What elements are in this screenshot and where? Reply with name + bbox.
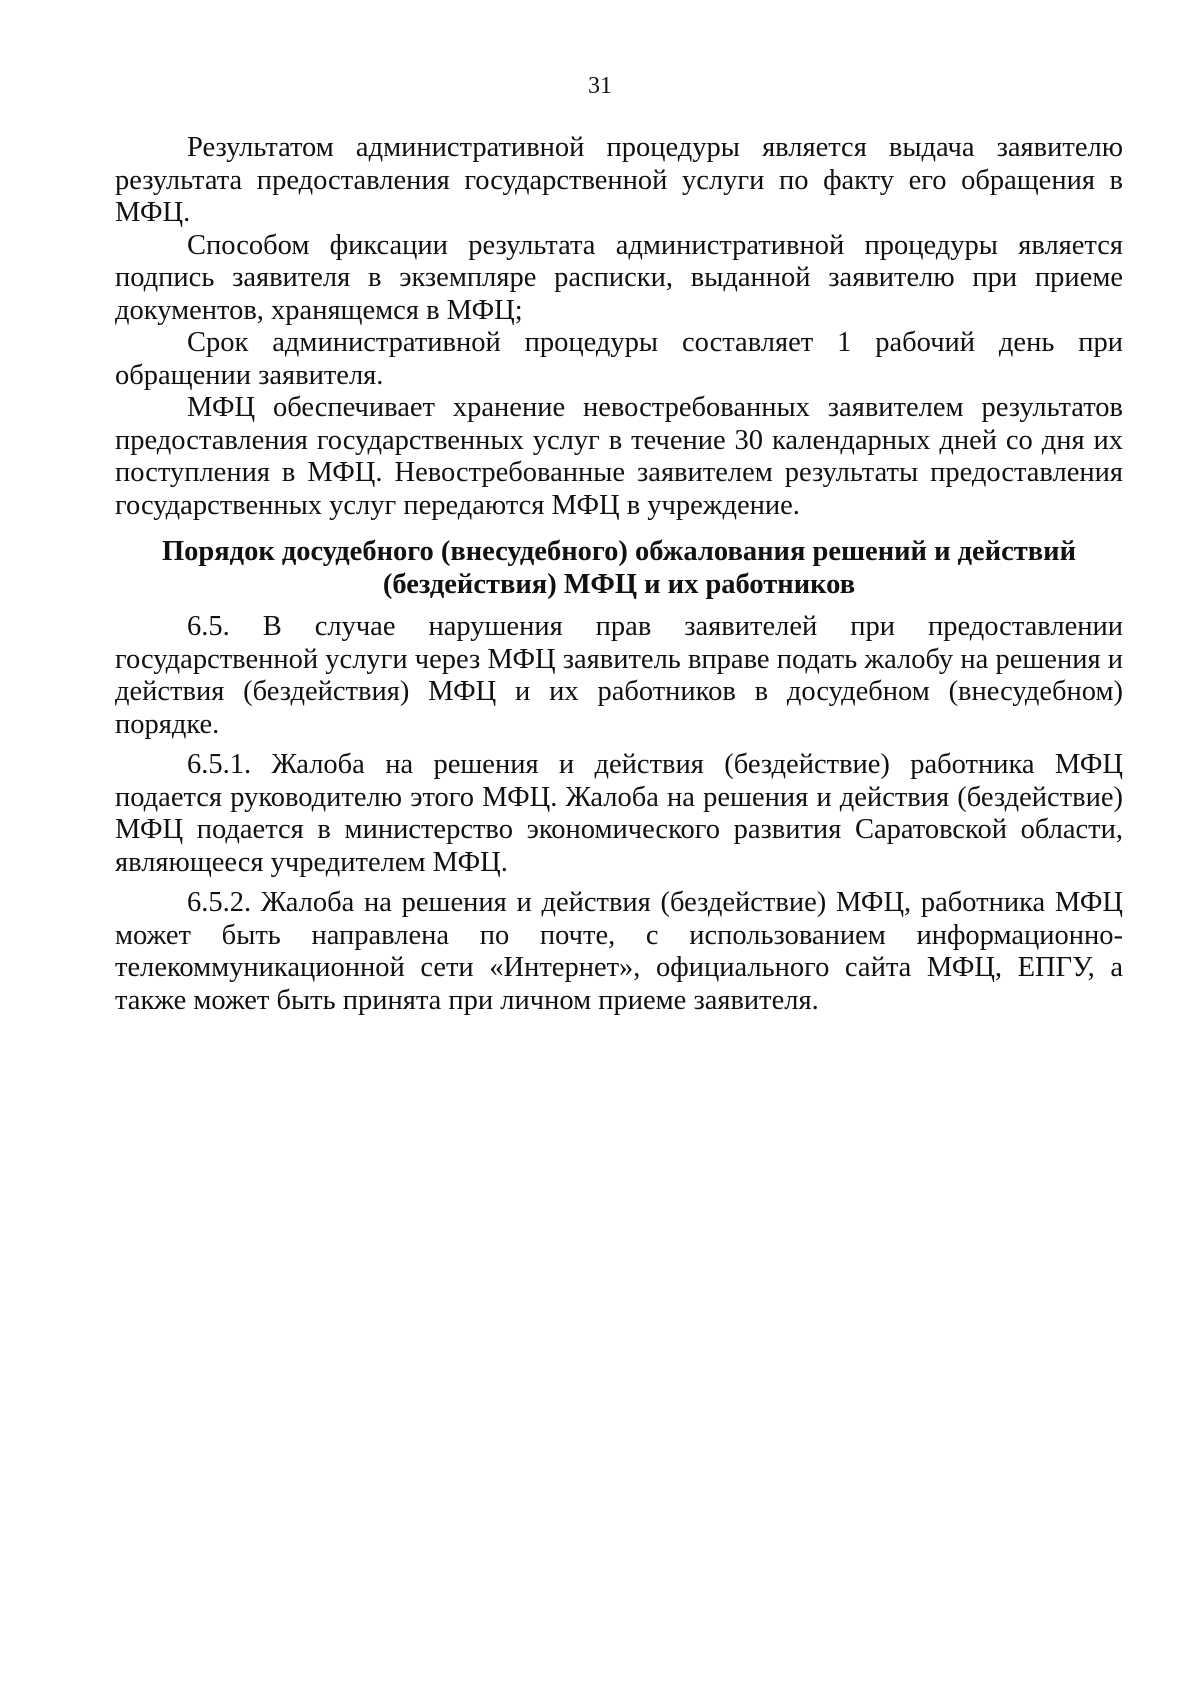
paragraph-6-5: 6.5. В случае нарушения прав заявителей при предоставлении государственной услуги через МФЦ заявитель вправе подать жалобу на решения и действия (бездействия) МФЦ и их работников в досудебном (внесудебном) порядке. — [115, 611, 1123, 740]
page-number: 31 — [588, 73, 612, 99]
paragraph-6-5-1: 6.5.1. Жалоба на решения и действия (бездействие) работника МФЦ подается руководителю этого МФЦ. Жалоба на решения и действия (бездействие) МФЦ подается в министерство экономического развития Саратовской области, являющееся учредителем МФЦ. — [115, 749, 1123, 878]
section-heading-line-2: (бездействия) МФЦ и их работников — [382, 568, 856, 600]
section-heading-line-1: Порядок досудебного (внесудебного) обжалования решений и действий — [161, 536, 1077, 567]
paragraph-result: Результатом административной процедуры является выдача заявителю результата предоставления государственной услуги по факту его обращения в МФЦ. — [115, 132, 1123, 228]
paragraph-6-5-2: 6.5.2. Жалоба на решения и действия (бездействие) МФЦ, работника МФЦ может быть направлена по почте, с использованием информационно-телекоммуникационной сети «Интернет», официального сайта МФЦ, ЕПГУ, а также может быть принята при личном приеме заявителя. — [115, 887, 1123, 1016]
paragraph-fixation: Способом фиксации результата административной процедуры является подпись заявителя в экземпляре расписки, выданной заявителю при приеме документов, хранящемся в МФЦ; — [115, 229, 1123, 326]
paragraph-term: Срок административной процедуры составляет 1 рабочий день при обращении заявителя. — [115, 327, 1123, 391]
paragraph-storage: МФЦ обеспечивает хранение невостребованных заявителем результатов предоставления государственных услуг в течение 30 календарных дней со дня их поступления в МФЦ. Невостребованные заявителем результаты предоставления государственных услуг передаются МФЦ в учреждение. — [115, 392, 1123, 521]
document-body — [115, 132, 1123, 1017]
section-heading — [115, 536, 1123, 601]
